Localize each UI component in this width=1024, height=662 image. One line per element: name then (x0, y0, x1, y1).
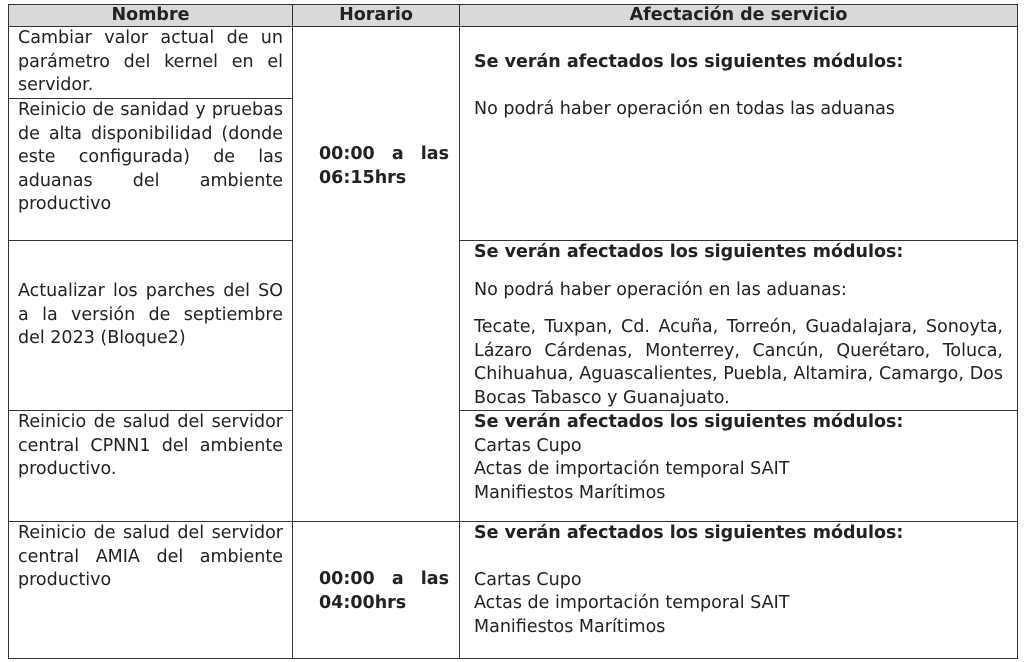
header-row (9, 5, 1018, 27)
horario-end: 06:15hrs (319, 167, 407, 188)
afectacion-text: No podrá haber operación en todas las aduanas (474, 98, 895, 119)
name-cell: Reinicio de sanidad y pruebas de alta disponibilidad (donde este configurada) de las aduanas del ambiente productivo (9, 99, 293, 241)
horario-start: 00:00 a las (319, 569, 449, 589)
table-row (9, 241, 1018, 411)
afectacion-cell (460, 241, 1018, 411)
maintenance-table (8, 4, 1018, 659)
name-cell: Actualizar los parches del SO a la versión de septiembre del 2023 (Bloque2) (9, 241, 293, 411)
module-item: Actas de importación temporal SAIT (474, 459, 790, 479)
horario-cell (293, 27, 460, 522)
afectacion-title: Se verán afectados los siguientes módulos: (474, 52, 904, 72)
header-nombre: Nombre (9, 5, 293, 27)
module-item: Cartas Cupo (474, 435, 582, 456)
afectacion-cell (460, 522, 1018, 659)
afectacion-cell (460, 411, 1018, 522)
module-item: Manifiestos Marítimos (474, 482, 666, 503)
horario-cell (293, 522, 460, 659)
table-row (9, 522, 1018, 659)
module-item: Cartas Cupo (474, 569, 582, 590)
header-horario: Horario (293, 5, 460, 27)
table-row (9, 411, 1018, 522)
afectacion-title: Se verán afectados los siguientes módulos: (474, 242, 904, 262)
afectacion-cell (460, 27, 1018, 241)
horario-end: 04:00hrs (319, 592, 407, 613)
table-row (9, 27, 1018, 99)
afectacion-title: Se verán afectados los siguientes módulos: (474, 412, 904, 432)
header-afectacion: Afectación de servicio (460, 5, 1018, 27)
name-cell: Reinicio de salud del servidor central CPNN1 del ambiente productivo. (9, 411, 293, 522)
name-cell: Reinicio de salud del servidor central AMIA del ambiente productivo (9, 522, 293, 659)
module-item: Actas de importación temporal SAIT (474, 593, 790, 613)
afectacion-text: No podrá haber operación en las aduanas: (474, 279, 847, 300)
afectacion-title: Se verán afectados los siguientes módulos: (474, 523, 904, 543)
horario-start: 00:00 a las (319, 144, 449, 164)
name-cell: Cambiar valor actual de un parámetro del kernel en el servidor. (9, 27, 293, 99)
aduanas-list: Tecate, Tuxpan, Cd. Acuña, Torreón, Guadalajara, Sonoyta, Lázaro Cárdenas, Monterrey, Cancún, Querétaro, Toluca, Chihuahua, Aguascalientes, Puebla, Altamira, Camargo, Dos Bocas Tabasco y Guanajuato. (474, 317, 1003, 408)
module-item: Manifiestos Marítimos (474, 616, 666, 637)
